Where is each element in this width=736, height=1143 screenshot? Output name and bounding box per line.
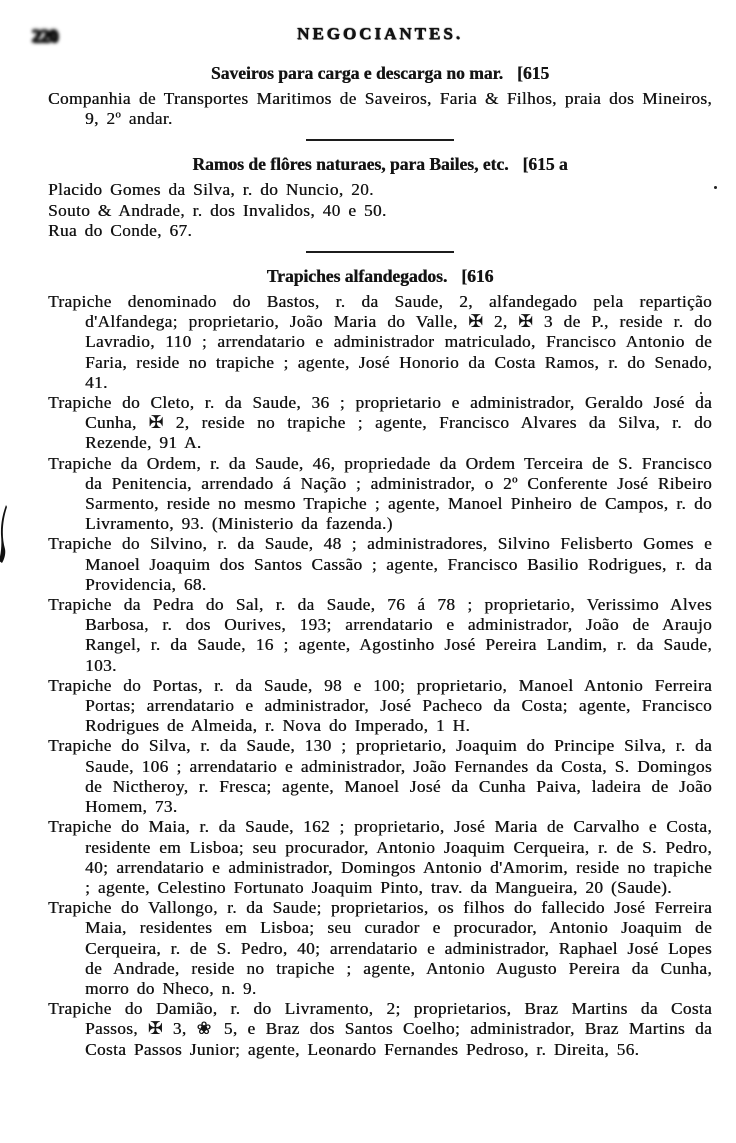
directory-entry: Souto & Andrade, r. dos Invalidos, 40 e 50. xyxy=(48,200,387,220)
directory-entry: Trapiche do Damião, r. do Livramento, 2; proprietarios, Braz Martins da Costa Passos, ✠ 3, ❀ 5, e Braz dos Santos Coelho; administrador, Braz Martins da Costa Passos Junior; agente, Leonardo Fernandes Pedroso, r. Direita, 56. xyxy=(48,999,712,1059)
page-title: NEGOCIANTES. xyxy=(297,24,463,43)
page-number: 220 xyxy=(32,26,58,47)
directory-entry: Trapiche do Silva, r. da Saude, 130 ; proprietario, Joaquim do Principe Silva, r. da Saude, 106 ; arrendatario e administrador, João Fernandes da Costa, S. Domingos de Nictheroy, r. Fresca; agente, Manoel José da Cunha Paiva, ladeira de João Homem, 73. xyxy=(48,736,712,817)
section-heading-text: Trapiches alfandegados. xyxy=(266,266,448,287)
directory-entry: Trapiche da Ordem, r. da Saude, 46, propriedade da Ordem Terceira de S. Francisco da Penitencia, arrendado á Nação ; administrador, o 2º Conferente José Ribeiro Sarmento, reside no mesmo Trapiche ; agente, Manoel Pinheiro de Campos, r. do Livramento, 93. (Ministerio da fazenda.) xyxy=(48,453,712,534)
section-heading-trapiches xyxy=(48,266,712,287)
section-divider xyxy=(306,251,454,253)
directory-entry: Trapiche do Maia, r. da Saude, 162 ; proprietario, José Maria de Carvalho e Costa, residente em Lisboa; seu procurador, Antonio Joaquim Cerqueira, r. de S. Pedro, 40; arrendatario e administrador, Domingos Antonio d'Amorim, reside no trapiche ; agente, Celestino Fortunato Joaquim Pinto, trav. da Mangueira, 20 (Saude). xyxy=(48,817,712,897)
section-heading-saveiros xyxy=(48,63,712,84)
section-ref-number: [615 xyxy=(517,63,550,83)
directory-entry: Trapiche da Pedra do Sal, r. da Saude, 76 á 78 ; proprietario, Verissimo Alves Barbosa, r. dos Ourives, 193; arrendatario e administrador, João de Araujo Rangel, r. da Saude, 16 ; agente, Agostinho José Pereira Landim, r. da Saude, 103. xyxy=(48,595,712,675)
section-entries-saveiros xyxy=(48,89,712,129)
section-ref-number: [616 xyxy=(461,266,494,287)
directory-entry: Rua do Conde, 67. xyxy=(48,220,193,240)
directory-entry: Trapiche denominado do Bastos, r. da Saude, 2, alfandegado pela repartição d'Alfandega; proprietario, João Maria do Valle, ✠ 2, ✠ 3 de P., reside r. do Lavradio, 110 ; arrendatario e administrador matriculado, Francisco Antonio de Faria, reside no trapiche ; agente, José Honorio da Costa Ramos, r. do Senado, 41. xyxy=(48,292,712,392)
section-heading-ramos-de-flores xyxy=(48,154,712,175)
section-divider xyxy=(306,139,454,141)
section-heading-text: Saveiros para carga e descarga no mar. xyxy=(210,63,504,83)
running-head xyxy=(32,24,712,50)
directory-entry: Trapiche do Portas, r. da Saude, 98 e 100; proprietario, Manoel Antonio Ferreira Portas; arrendatario e administrador, José Pacheco da Costa; agente, Francisco Rodrigues de Almeida, r. Nova do Imperado, 1 H. xyxy=(48,675,712,736)
directory-entry: Placido Gomes da Silva, r. do Nuncio, 20. xyxy=(48,180,374,200)
directory-entry: Trapiche do Cleto, r. da Saude, 36 ; proprietario e administrador, Geraldo José da Cunha, ✠ 2, reside no trapiche ; agente, Francisco Alvares da Silva, r. do Rezende, 91 A. xyxy=(48,393,712,453)
section-ref-number: [615 a xyxy=(522,154,568,175)
section-entries-ramos-de-flores xyxy=(48,180,712,241)
directory-entry: Trapiche do Silvino, r. da Saude, 48 ; administradores, Silvino Felisberto Gomes e Manoel Joaquim dos Santos Cassão ; agente, Francisco Basilio Rodrigues, r. da Providencia, 68. xyxy=(48,534,712,594)
section-entries-trapiches xyxy=(48,292,712,1060)
directory-entry: Trapiche do Vallongo, r. da Saude; proprietarios, os filhos do fallecido José Ferreira Maia, residentes em Lisboa; seu curador e procurador, Antonio Joaquim de Cerqueira, r. de S. Pedro, 40; arrendatario e administrador, Raphael José Lopes de Andrade, reside no trapiche ; agente, Antonio Augusto Pereira da Cunha, morro do Nheco, n. 9. xyxy=(48,898,712,998)
directory-entry: Companhia de Transportes Maritimos de Saveiros, Faria & Filhos, praia dos Mineiros, 9, 2º andar. xyxy=(48,89,712,129)
section-heading-text: Ramos de flôres naturaes, para Bailes, etc. xyxy=(192,154,509,175)
